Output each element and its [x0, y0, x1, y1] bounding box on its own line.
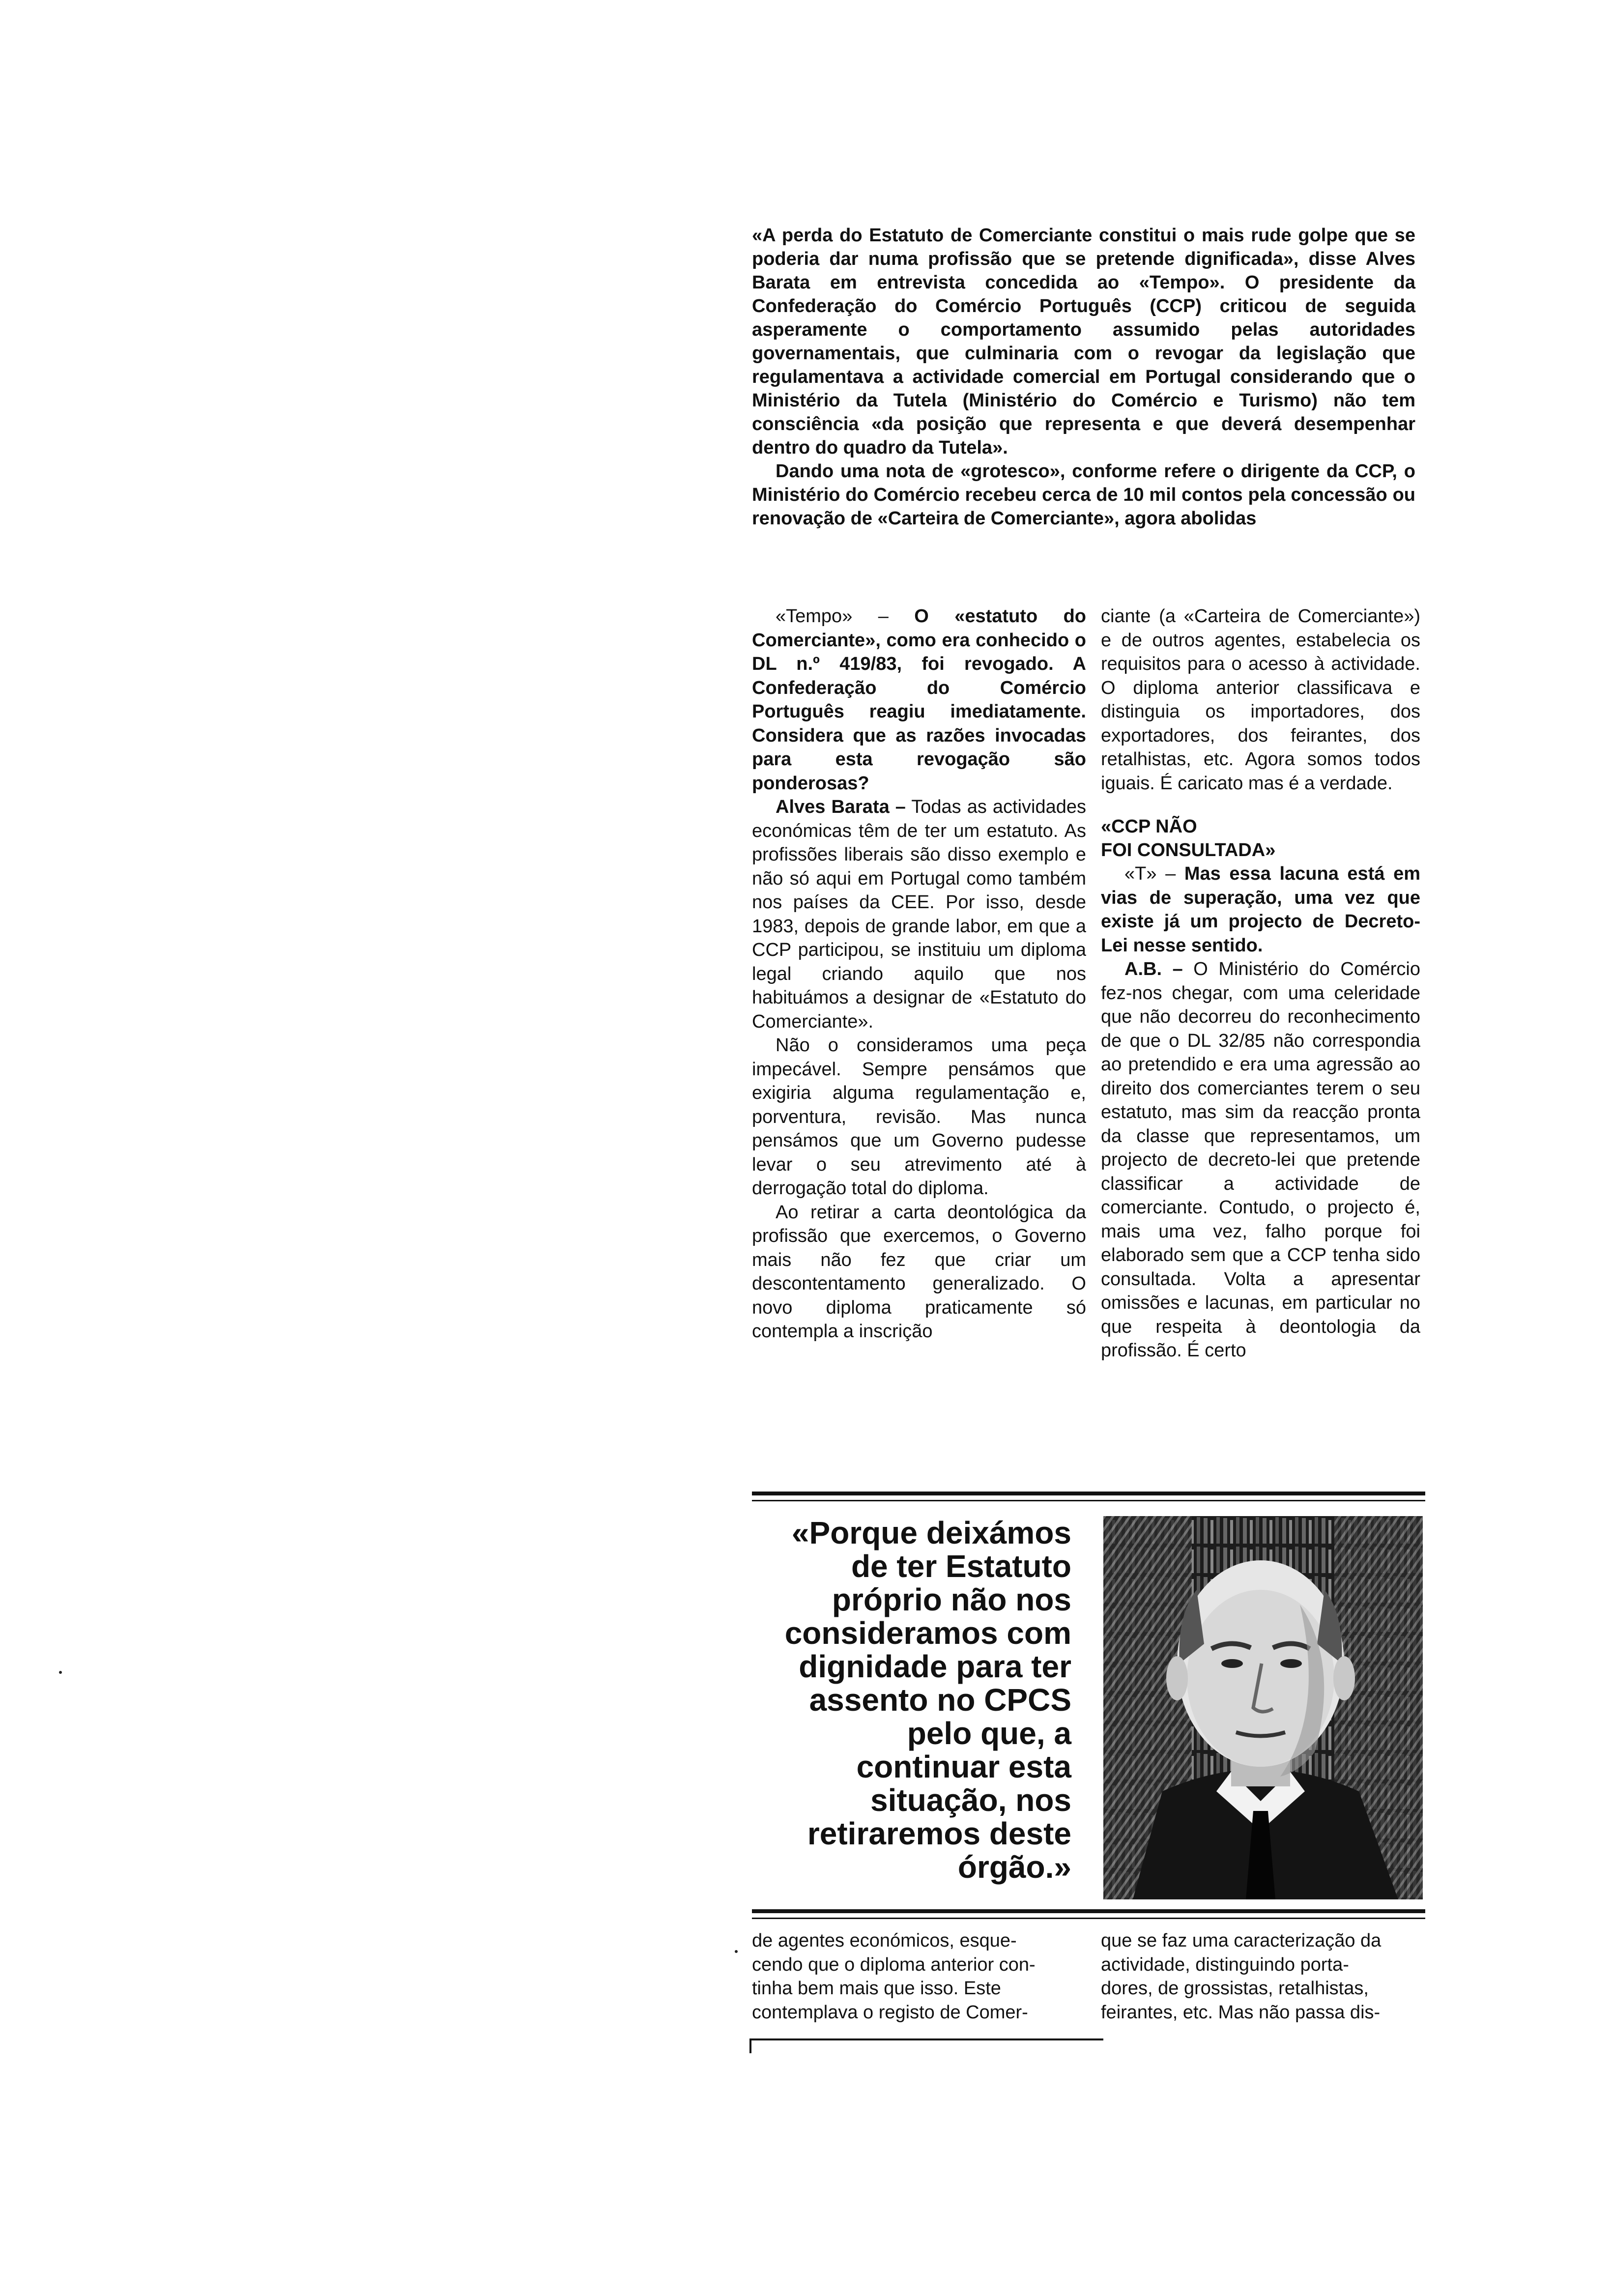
question-1-text: O «estatuto do Comerciante», como era conhecido o DL n.º 419/83, foi revogado. A Confederação do Comércio Português reagiu imediatamente. Considera que as razões invocadas para esta revogação são ponderosas?: [752, 606, 1086, 794]
subheading: [1101, 815, 1420, 862]
bottom-left-line: cendo que o diploma anterior con-: [752, 1954, 1036, 1975]
pull-quote-line: situação, nos: [870, 1782, 1071, 1818]
pull-quote-line: órgão.»: [957, 1849, 1071, 1885]
bottom-corner-tick: [749, 2038, 751, 2053]
pull-quote-line: próprio não nos: [832, 1582, 1071, 1617]
right-paragraph-1: ciante (a «Carteira de Comerciante») e de outros agentes, estabelecia os requisitos para o acesso à actividade. O diploma anterior classificava e distinguia os importadores, dos exportadores, dos feirantes, dos retalhistas, etc. Agora somos todos iguais. É caricato mas é a verdade.: [1101, 606, 1420, 794]
lead-paragraph-2: Dando uma nota de «grotesco», conforme refere o dirigente da CCP, o Ministério do Comércio recebeu cerca de 10 mil contos pela concessão ou renovação de «Carteira de Comerciante», agora abolidas: [752, 461, 1415, 529]
bottom-rule-thin: [752, 1918, 1425, 1919]
bottom-right-line: que se faz uma caracterização da: [1101, 1930, 1382, 1951]
scan-speck: [735, 1950, 738, 1953]
bottom-right-line: dores, de grossistas, retalhistas,: [1101, 1978, 1369, 1999]
bottom-left-line: contemplava o registo de Comer-: [752, 2002, 1028, 2023]
question-2-speaker: «T» –: [1124, 863, 1176, 884]
pull-quote-line: de ter Estatuto: [851, 1549, 1071, 1584]
pull-quote-line: «Porque deixámos: [791, 1515, 1071, 1550]
bottom-right-line: actividade, distinguindo porta-: [1101, 1954, 1349, 1975]
left-paragraph-2: Não o consideramos uma peça impecável. Sempre pensámos que exigiria alguma regulamentação e, porventura, revisão. Mas nunca pensámos que um Governo pudesse levar o seu atrevimento até à derrogação total do diploma.: [752, 1035, 1086, 1199]
pull-quote: [757, 1516, 1071, 1884]
right-column: [1101, 604, 1420, 1363]
answer-2: [1101, 957, 1420, 1363]
bottom-underline: [749, 2038, 1103, 2040]
question-1: [752, 604, 1086, 795]
pull-quote-line: consideramos com: [784, 1615, 1071, 1651]
left-column: [752, 604, 1086, 1344]
subheading-line-1: «CCP NÃO: [1101, 816, 1197, 837]
bottom-rule-thick: [752, 1909, 1425, 1913]
pull-quote-line: dignidade para ter: [799, 1649, 1071, 1684]
answer-1: [752, 795, 1086, 1033]
pull-quote-line: continuar esta: [856, 1749, 1071, 1784]
top-rule-thick: [752, 1492, 1425, 1495]
article-lead: [752, 224, 1415, 530]
question-1-speaker: «Tempo» –: [776, 606, 889, 627]
subheading-line-2: FOI CONSULTADA»: [1101, 840, 1276, 861]
answer-2-text: O Ministério do Comércio fez-nos chegar, com uma celeridade que não decorreu do reconhecimento de que o DL 32/85 não correspondia ao pretendido e era uma agressão ao direito dos comerciantes terem o seu estatuto, mas sim da reacção pronta da classe que representamos, um projecto de decreto-lei que pretende classificar a actividade de comerciante. Contudo, o projecto é, mais uma vez, falho porque foi elaborado sem que a CCP tenha sido consultada. Volta a apresentar omissões e lacunas, em particular no que respeita à deontologia da profissão. É certo: [1101, 959, 1420, 1361]
bottom-left-column: [752, 1929, 1076, 2024]
question-2: [1101, 862, 1420, 957]
pull-quote-line: pelo que, a: [907, 1716, 1071, 1751]
scan-speck: [59, 1671, 62, 1674]
lead-paragraph-1: «A perda do Estatuto de Comerciante constitui o mais rude golpe que se poderia dar numa profissão que se pretende dignificada», disse Alves Barata em entrevista concedida ao «Tempo». O presidente da Confederação do Comércio Português (CCP) criticou de seguida asperamente o comportamento assumido pelas autoridades governamentais, que culminaria com o revogar da legislação que regulamentava a actividade comercial em Portugal considerando que o Ministério da Tutela (Ministério do Comércio e Turismo) não tem consciência «da posição que representa e que deverá desempenhar dentro do quadro da Tutela».: [752, 225, 1415, 458]
pull-quote-line: assento no CPCS: [809, 1682, 1071, 1718]
bottom-left-line: tinha bem mais que isso. Este: [752, 1978, 1001, 1999]
pull-quote-line: retiraremos deste: [807, 1816, 1071, 1851]
answer-1-text: Todas as actividades económicas têm de ter um estatuto. As profissões liberais são disso exemplo e não só aqui em Portugal como também nos países da CEE. Por isso, desde 1983, depois de grande labor, em que a CCP participou, se instituiu um diploma legal criando aquilo que nos habituámos a designar de «Estatuto do Comerciante».: [752, 797, 1086, 1032]
bottom-right-column: [1101, 1929, 1420, 2024]
answer-2-speaker: A.B. –: [1124, 959, 1183, 979]
portrait-photo: [1103, 1516, 1423, 1899]
top-rule-thin: [752, 1500, 1425, 1501]
bottom-right-line: feirantes, etc. Mas não passa dis-: [1101, 2002, 1381, 2023]
left-paragraph-3: Ao retirar a carta deontológica da profissão que exercemos, o Governo mais não fez que criar um descontentamento generalizado. O novo diploma praticamente só contempla a inscrição: [752, 1202, 1086, 1342]
answer-1-speaker: Alves Barata –: [776, 797, 906, 817]
question-2-text: Mas essa lacuna está em vias de superação, uma vez que existe já um projecto de Decreto-Lei nesse sentido.: [1101, 863, 1420, 956]
bottom-left-line: de agentes económicos, esque-: [752, 1930, 1017, 1951]
